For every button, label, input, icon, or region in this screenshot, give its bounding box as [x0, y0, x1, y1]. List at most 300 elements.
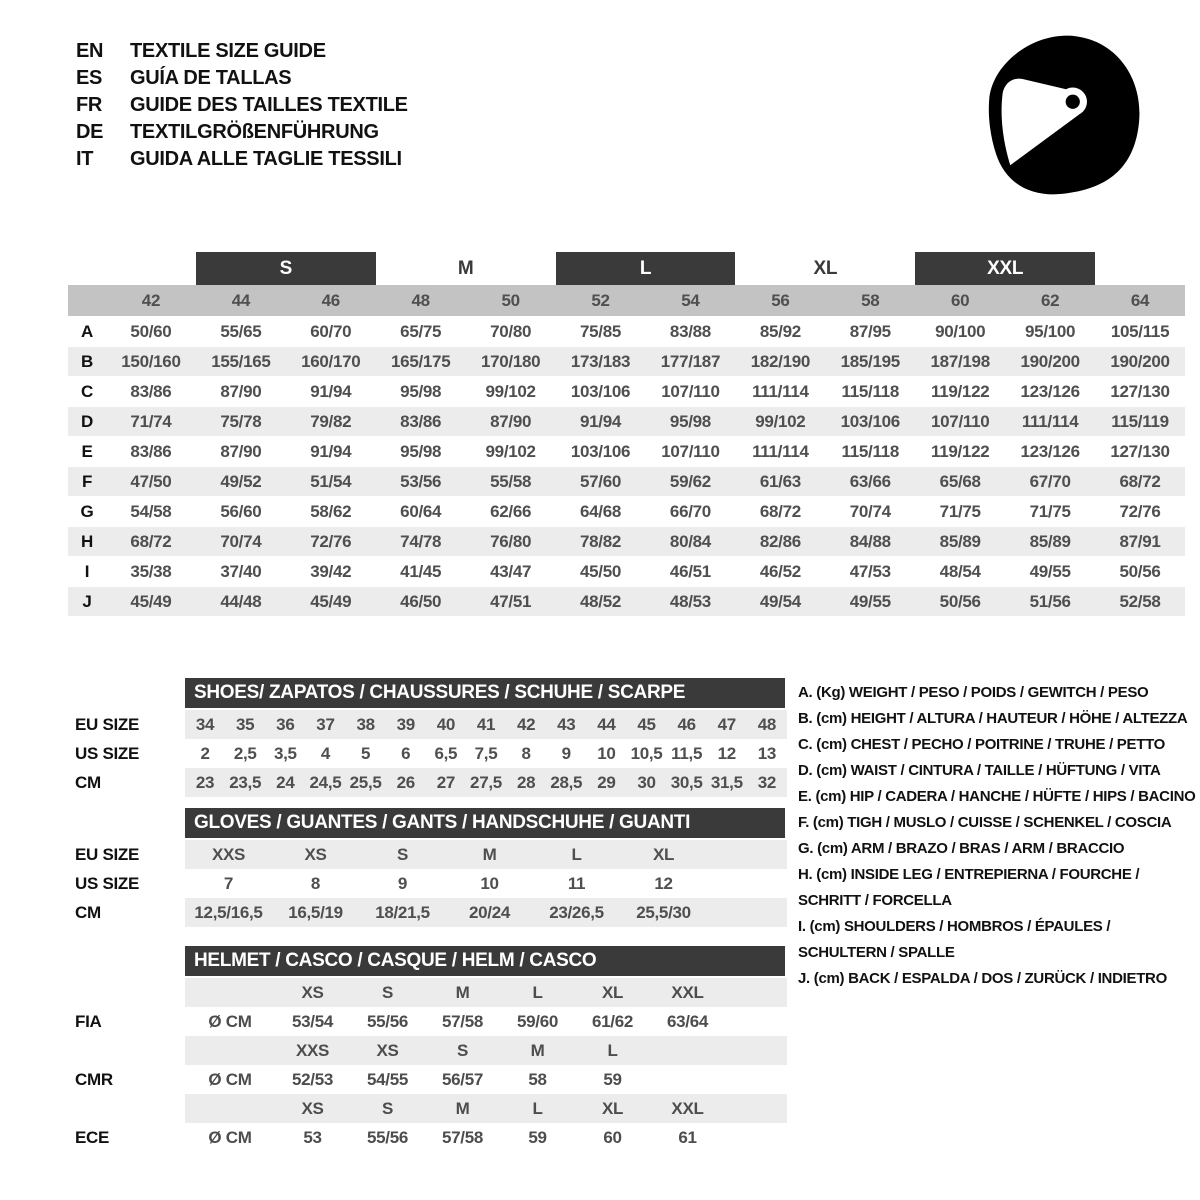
value-stripe	[185, 710, 787, 739]
legend-item: C. (cm) CHEST / PECHO / POITRINE / TRUHE / PETTO	[798, 736, 1166, 753]
size-value: 27,5	[470, 772, 502, 792]
measure-value: 127/130	[1110, 381, 1170, 401]
size-number: 54	[681, 290, 700, 310]
size-label: XXL	[671, 982, 704, 1002]
language-title: TEXTILGRÖßENFÜHRUNG	[130, 121, 379, 143]
measure-value: 45/49	[130, 591, 172, 611]
value-stripe	[185, 869, 787, 898]
value-stripe	[185, 1094, 787, 1123]
measure-value: 68/72	[1119, 471, 1161, 491]
size-value: 47	[717, 714, 736, 734]
row-label: CM	[75, 902, 101, 922]
measure-row	[68, 316, 1185, 347]
measure-value: 52/58	[1119, 591, 1161, 611]
measure-value: 91/94	[310, 381, 352, 401]
measure-value: 107/110	[661, 381, 720, 401]
measure-value: 68/72	[130, 531, 172, 551]
measure-value: 60/70	[310, 321, 352, 341]
measure-value: 49/55	[1029, 561, 1071, 581]
measure-value: 56/60	[220, 501, 262, 521]
measure-value: 49/52	[220, 471, 262, 491]
value-stripe	[185, 739, 787, 768]
size-number: 48	[411, 290, 430, 310]
measure-value: 103/106	[570, 381, 631, 401]
size-value: 30,5	[670, 772, 703, 792]
measure-value: 44/48	[220, 591, 262, 611]
size-value: 26	[396, 772, 415, 792]
row-label: J	[82, 591, 92, 611]
size-value: 37	[316, 714, 335, 734]
size-number: 64	[1130, 290, 1150, 310]
value-stripe	[185, 1036, 787, 1065]
size-value: 24	[276, 772, 295, 792]
size-label: XS	[376, 1040, 399, 1060]
measure-rows	[68, 316, 1185, 616]
measure-value: 99/102	[755, 411, 806, 431]
measure-value: 165/175	[391, 351, 451, 371]
size-label: XL	[601, 1098, 624, 1118]
row-label: I	[84, 561, 90, 581]
size-value: 4	[320, 743, 331, 763]
size-label: XXS	[295, 1040, 330, 1060]
measure-value: 83/86	[130, 441, 172, 461]
helmet-value-row	[75, 1007, 787, 1036]
size-value: 8	[521, 743, 531, 763]
size-value: 24,5	[309, 772, 342, 792]
measure-value: 84/88	[849, 531, 891, 551]
row-label: E	[81, 441, 93, 461]
size-label: S	[381, 1098, 394, 1118]
language-code: ES	[76, 67, 103, 89]
language-row	[76, 146, 408, 173]
measure-row	[68, 347, 1185, 376]
size-value: 25,5	[349, 772, 382, 792]
measure-value: 65/75	[400, 321, 442, 341]
row-label: H	[81, 531, 93, 551]
size-value: 9	[561, 743, 571, 763]
row-label: EU SIZE	[75, 844, 140, 864]
measure-value: 57/60	[580, 471, 622, 491]
size-number: 62	[1040, 290, 1060, 310]
size-number: 42	[141, 290, 161, 310]
size-value: 13	[757, 743, 777, 763]
size-value: 45	[637, 714, 656, 734]
size-value: 48	[757, 714, 777, 734]
measure-value: 51/56	[1029, 591, 1071, 611]
standard-label: CMR	[75, 1069, 113, 1089]
measure-value: 49/54	[759, 591, 801, 611]
value-stripe	[185, 1123, 787, 1152]
measure-value: 60/64	[400, 501, 442, 521]
measure-row	[68, 556, 1185, 587]
measure-value: 103/106	[840, 411, 900, 431]
size-number: 52	[591, 290, 610, 310]
size-group-xxl: XXL	[915, 252, 1095, 285]
helmet-value: 59	[528, 1127, 547, 1147]
helmet-value: 57/58	[441, 1127, 484, 1147]
measure-value: 50/56	[1119, 561, 1161, 581]
measure-value: 83/86	[130, 381, 172, 401]
measure-value: 85/89	[1029, 531, 1071, 551]
measure-value: 115/118	[841, 441, 900, 461]
size-value: 42	[516, 714, 536, 734]
measure-value: 43/47	[490, 561, 532, 581]
size-value: 10	[597, 743, 616, 763]
measure-value: 64/68	[580, 501, 622, 521]
measure-value: 48/54	[939, 561, 981, 581]
measure-value: 190/200	[1020, 351, 1080, 371]
measure-value: 80/84	[669, 531, 711, 551]
size-value: 7	[223, 873, 234, 893]
measure-value: 111/114	[752, 441, 809, 461]
measure-value: 107/110	[661, 441, 720, 461]
size-label: S	[381, 982, 394, 1002]
size-value: 11,5	[671, 743, 703, 763]
shoes-row	[75, 768, 787, 797]
language-row	[76, 65, 408, 92]
shoes-row	[75, 739, 787, 768]
language-title: GUIDA ALLE TAGLIE TESSILI	[130, 148, 402, 170]
measure-value: 46/52	[759, 561, 801, 581]
measure-value: 45/50	[580, 561, 622, 581]
helmet-value: 59/60	[516, 1011, 559, 1031]
measure-value: 87/90	[220, 441, 262, 461]
size-value: 11	[567, 873, 586, 893]
size-value: 9	[397, 873, 408, 893]
language-code: DE	[76, 121, 104, 143]
measure-value: 95/98	[400, 381, 442, 401]
measure-value: 71/74	[130, 411, 172, 431]
measure-value: 51/54	[310, 471, 352, 491]
measure-value: 47/53	[849, 561, 891, 581]
measure-value: 71/75	[939, 501, 981, 521]
size-value: 28,5	[550, 772, 583, 792]
size-label: L	[532, 982, 543, 1002]
row-label: D	[81, 411, 93, 431]
row-label: F	[81, 471, 93, 491]
measure-value: 72/76	[1119, 501, 1161, 521]
measure-value: 74/78	[400, 531, 442, 551]
measure-value: 190/200	[1110, 351, 1170, 371]
measure-value: 123/126	[1020, 381, 1080, 401]
language-row	[76, 38, 408, 65]
measure-value: 177/187	[660, 351, 721, 371]
helmet-value: 57/58	[441, 1011, 484, 1031]
measure-value: 72/76	[310, 531, 352, 551]
size-value: M	[482, 844, 497, 864]
language-code: IT	[76, 148, 94, 170]
helmet-title: HELMET / CASCO / CASQUE / HELM / CASCO	[185, 946, 785, 976]
helmet-value: 59	[603, 1069, 622, 1089]
size-label: M	[530, 1040, 545, 1060]
gloves-rows	[75, 840, 787, 927]
measure-value: 39/42	[310, 561, 352, 581]
legend-item: H. (cm) INSIDE LEG / ENTREPIERNA / FOURCHE / SCHRITT / FORCELLA	[798, 866, 1140, 909]
size-value: 27	[436, 772, 456, 792]
gloves-table	[75, 808, 787, 927]
size-value: 40	[436, 714, 456, 734]
measure-value: 70/74	[220, 531, 262, 551]
size-value: XS	[304, 844, 327, 864]
size-value: 18/21,5	[375, 902, 430, 922]
gloves-row	[75, 869, 787, 898]
standard-label: FIA	[75, 1011, 102, 1031]
helmet-value: 61/62	[591, 1011, 634, 1031]
size-value: 2	[200, 743, 210, 763]
legend-item: E. (cm) HIP / CADERA / HANCHE / HÜFTE / HIPS / BACINO	[798, 788, 1196, 805]
measure-value: 50/56	[939, 591, 981, 611]
helmet-size-row	[75, 978, 787, 1007]
measure-value: 66/70	[669, 501, 711, 521]
value-stripe	[185, 1007, 787, 1036]
measure-value: 87/90	[490, 411, 532, 431]
measure-value: 95/98	[669, 411, 711, 431]
row-label: C	[81, 381, 93, 401]
size-value: 5	[361, 743, 371, 763]
main-size-table	[68, 252, 1185, 616]
row-label: B	[81, 351, 93, 371]
value-stripe	[185, 978, 787, 1007]
helmet-value: 52/53	[291, 1069, 334, 1089]
size-value: 23,5	[229, 772, 262, 792]
diameter-label: Ø CM	[208, 1069, 252, 1089]
row-label: US SIZE	[75, 743, 140, 763]
size-label: M	[455, 1098, 470, 1118]
measure-value: 46/51	[669, 561, 711, 581]
size-value: 30	[637, 772, 656, 792]
measure-row	[68, 587, 1185, 616]
gloves-title: GLOVES / GUANTES / GANTS / HANDSCHUHE / GUANTI	[185, 808, 785, 838]
shoes-title: SHOES/ ZAPATOS / CHAUSSURES / SCHUHE / SCARPE	[185, 678, 785, 708]
helmet-value-row	[75, 1123, 787, 1152]
helmet-rows	[75, 978, 787, 1152]
measure-value: 78/82	[580, 531, 622, 551]
size-value: 28	[516, 772, 536, 792]
measure-value: 103/106	[570, 441, 631, 461]
size-value: 20/24	[468, 902, 511, 922]
helmet-value: 53/54	[291, 1011, 334, 1031]
size-value: 3,5	[273, 743, 297, 763]
legend	[798, 680, 1200, 992]
language-title: TEXTILE SIZE GUIDE	[130, 40, 326, 62]
size-label: XL	[601, 982, 624, 1002]
size-value: 39	[396, 714, 415, 734]
size-value: 44	[597, 714, 616, 734]
size-group-l: L	[556, 252, 736, 285]
size-value: 31,5	[710, 772, 743, 792]
legend-item: I. (cm) SHOULDERS / HOMBROS / ÉPAULES / SCHULTERN / SPALLE	[798, 918, 1111, 961]
measure-value: 48/53	[669, 591, 711, 611]
measure-value: 99/102	[485, 441, 536, 461]
size-value: S	[396, 844, 409, 864]
measure-value: 105/115	[1110, 321, 1170, 341]
measure-value: 58/62	[310, 501, 352, 521]
measure-value: 65/68	[939, 471, 981, 491]
row-label: A	[81, 321, 93, 341]
size-number: 50	[501, 290, 520, 310]
measure-value: 90/100	[935, 321, 986, 341]
helmet-value: 56/57	[441, 1069, 484, 1089]
measure-value: 123/126	[1020, 441, 1080, 461]
diameter-label: Ø CM	[208, 1011, 252, 1031]
measure-value: 47/51	[490, 591, 532, 611]
value-stripe	[185, 898, 787, 927]
measure-value: 87/90	[220, 381, 262, 401]
measure-value: 87/91	[1119, 531, 1161, 551]
size-value: 46	[677, 714, 696, 734]
size-number: 60	[951, 290, 970, 310]
size-value: 6	[401, 743, 411, 763]
size-value: 7,5	[474, 743, 498, 763]
measure-value: 70/74	[849, 501, 891, 521]
measure-row	[68, 496, 1185, 527]
size-value: XL	[652, 844, 675, 864]
legend-item: A. (Kg) WEIGHT / PESO / POIDS / GEWITCH / PESO	[798, 684, 1149, 701]
row-label: CM	[75, 772, 101, 792]
measure-value: 62/66	[490, 501, 532, 521]
measure-row	[68, 436, 1185, 467]
size-value: 12	[717, 743, 736, 763]
helmet-value-row	[75, 1065, 787, 1094]
helmet-value: 55/56	[366, 1127, 409, 1147]
size-value: 8	[310, 873, 321, 893]
measure-value: 127/130	[1110, 441, 1170, 461]
measure-value: 49/55	[849, 591, 891, 611]
measure-value: 119/122	[930, 441, 990, 461]
size-label: S	[456, 1040, 469, 1060]
measure-value: 115/118	[841, 381, 900, 401]
measure-value: 48/52	[580, 591, 622, 611]
shoes-row	[75, 710, 787, 739]
measure-value: 85/89	[939, 531, 981, 551]
shoes-rows	[75, 710, 787, 797]
measure-value: 67/70	[1029, 471, 1071, 491]
measure-value: 173/183	[570, 351, 631, 371]
helmet-size-row	[75, 1094, 787, 1123]
language-code: FR	[76, 94, 103, 116]
size-value: 2,5	[233, 743, 257, 763]
size-group-xl: XL	[813, 257, 838, 279]
measure-value: 55/65	[220, 321, 262, 341]
size-group-m: M	[457, 257, 474, 279]
measure-value: 75/85	[580, 321, 622, 341]
language-list	[76, 38, 408, 173]
measure-row	[68, 527, 1185, 556]
size-value: XXS	[211, 844, 246, 864]
size-value: 35	[236, 714, 255, 734]
legend-item: D. (cm) WAIST / CINTURA / TAILLE / HÜFTUNG / VITA	[798, 762, 1161, 779]
language-row	[76, 92, 408, 119]
measure-value: 182/190	[750, 351, 811, 371]
measure-value: 83/86	[400, 411, 442, 431]
helmet-value: 60	[603, 1127, 622, 1147]
size-value: 32	[757, 772, 777, 792]
measure-value: 61/63	[759, 471, 801, 491]
standard-label: ECE	[75, 1127, 110, 1147]
measure-value: 76/80	[490, 531, 532, 551]
row-label: EU SIZE	[75, 714, 140, 734]
measure-value: 107/110	[930, 411, 990, 431]
size-value: 41	[476, 714, 496, 734]
size-value: 6,5	[434, 743, 458, 763]
gloves-row	[75, 898, 787, 927]
size-label: XS	[301, 982, 324, 1002]
size-label: XS	[301, 1098, 324, 1118]
helmet-value: 58	[528, 1069, 547, 1089]
measure-value: 83/88	[669, 321, 711, 341]
size-label: XXL	[671, 1098, 704, 1118]
measure-value: 50/60	[130, 321, 172, 341]
measure-value: 115/119	[1111, 411, 1169, 431]
legend-item: G. (cm) ARM / BRAZO / BRAS / ARM / BRACCIO	[798, 840, 1125, 857]
row-label: G	[80, 501, 94, 521]
measure-value: 47/50	[130, 471, 172, 491]
measure-value: 150/160	[121, 351, 181, 371]
size-number: 58	[861, 290, 880, 310]
helmet-value: 61	[678, 1127, 697, 1147]
size-group-row	[68, 252, 1185, 285]
measure-row	[68, 376, 1185, 407]
size-value: 25,5/30	[636, 902, 691, 922]
size-group-s: S	[196, 252, 376, 285]
measure-value: 68/72	[759, 501, 801, 521]
measure-value: 54/58	[130, 501, 172, 521]
racing-helmet-icon	[962, 25, 1157, 205]
measure-value: 91/94	[310, 441, 352, 461]
language-title: GUÍA DE TALLAS	[130, 67, 292, 89]
size-value: 34	[195, 714, 215, 734]
measure-value: 155/165	[211, 351, 271, 371]
language-title: GUIDE DES TAILLES TEXTILE	[130, 94, 408, 116]
measure-value: 59/62	[669, 471, 711, 491]
size-value: 12	[654, 873, 673, 893]
measure-value: 99/102	[485, 381, 536, 401]
size-value: 43	[557, 714, 576, 734]
measure-value: 71/75	[1029, 501, 1071, 521]
row-label: US SIZE	[75, 873, 140, 893]
measure-value: 91/94	[580, 411, 622, 431]
size-number-row	[68, 285, 1185, 316]
measure-value: 87/95	[849, 321, 891, 341]
size-value: 10	[480, 873, 499, 893]
measure-value: 55/58	[490, 471, 532, 491]
size-label: M	[455, 982, 470, 1002]
gloves-row	[75, 840, 787, 869]
size-value: 16,5/19	[288, 902, 343, 922]
measure-value: 187/198	[930, 351, 990, 371]
shoes-table	[75, 678, 787, 797]
measure-value: 45/49	[310, 591, 352, 611]
measure-value: 95/98	[400, 441, 442, 461]
size-value: 12,5/16,5	[194, 902, 263, 922]
value-stripe	[185, 768, 787, 797]
measure-value: 75/78	[220, 411, 262, 431]
value-stripe	[185, 1065, 787, 1094]
size-number: 46	[321, 290, 340, 310]
size-value: L	[571, 844, 582, 864]
measure-value: 63/66	[849, 471, 891, 491]
helmet-value: 55/56	[366, 1011, 409, 1031]
measure-value: 119/122	[930, 381, 990, 401]
language-row	[76, 119, 408, 146]
measure-value: 111/114	[752, 381, 809, 401]
size-number: 44	[231, 290, 251, 310]
size-label: L	[607, 1040, 618, 1060]
helmet-table	[75, 946, 787, 1152]
measure-value: 46/50	[400, 591, 442, 611]
measure-row	[68, 407, 1185, 436]
measure-value: 82/86	[759, 531, 801, 551]
